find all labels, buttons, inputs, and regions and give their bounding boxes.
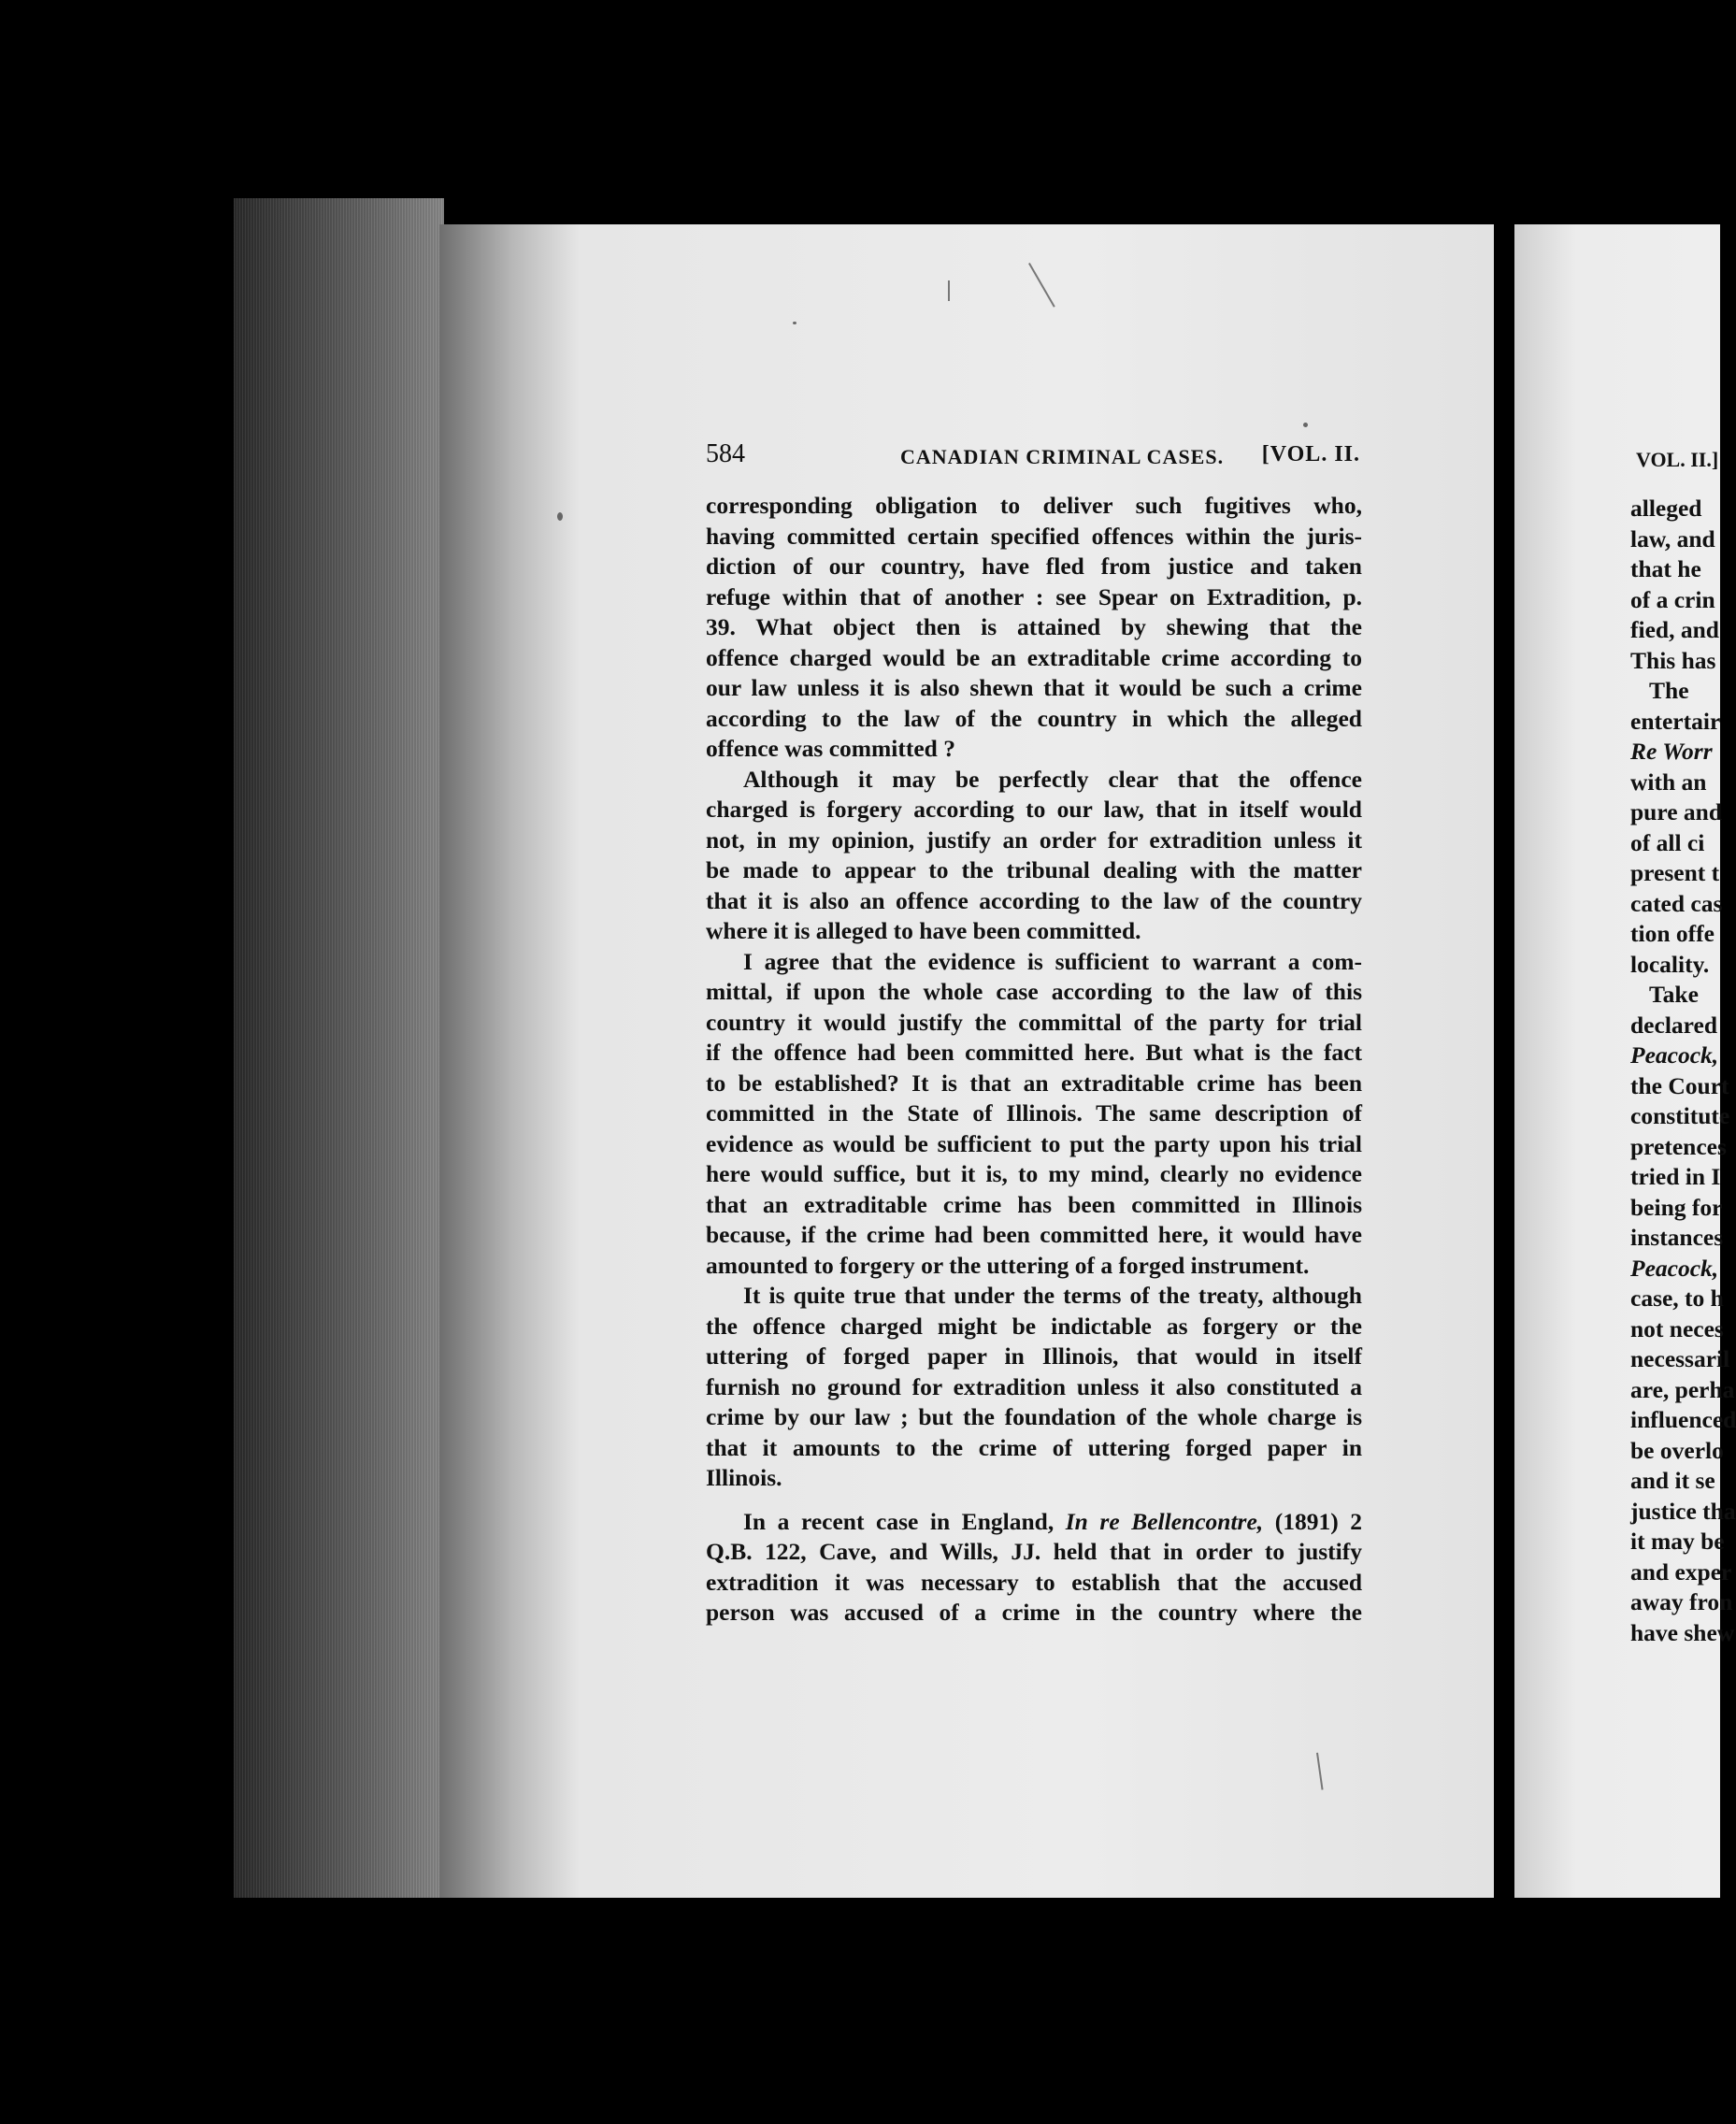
text-line: I agree that the evidence is sufficient to warrant a com- xyxy=(743,947,1362,975)
text-line: the offence charged might be indictable as forgery or the xyxy=(706,1312,1362,1340)
running-head xyxy=(706,439,1360,473)
text-line: country it would justify the committal of the party for trial xyxy=(706,1008,1362,1036)
dust-speck xyxy=(557,512,563,521)
right-text-line: and exper xyxy=(1630,1557,1732,1586)
paragraph-gap xyxy=(706,1494,1362,1507)
text-line: be made to appear to the tribunal dealing with the matter xyxy=(706,856,1362,883)
right-text-line: necessaril xyxy=(1630,1345,1730,1372)
text-line: offence charged would be an extraditable crime according to xyxy=(706,643,1362,671)
text-line: not, in my opinion, justify an order for extradition unless it xyxy=(706,825,1362,854)
text-line: evidence as would be sufficient to put the party upon his trial xyxy=(706,1129,1362,1157)
right-text-line: pure and xyxy=(1630,798,1723,825)
right-text-line: Peacock, xyxy=(1630,1041,1719,1069)
right-text-line: tion offe xyxy=(1630,920,1714,947)
book-page-edges xyxy=(234,198,444,1898)
right-text-line: case, to h xyxy=(1630,1284,1724,1312)
text-line: crime by our law ; but the foundation of the whole charge is xyxy=(706,1403,1362,1430)
right-text-line: be overlo xyxy=(1630,1436,1724,1464)
right-text-line: away fron xyxy=(1630,1588,1733,1615)
dust-speck xyxy=(793,322,796,324)
text-line: committed in the State of Illinois. The same description of xyxy=(706,1099,1362,1127)
right-text-line: declared xyxy=(1630,1011,1718,1039)
right-text-line: alleged xyxy=(1630,495,1702,522)
right-text-line: it may be xyxy=(1630,1528,1725,1555)
right-text-line: present t xyxy=(1630,859,1720,886)
text-line: according to the law of the country in which the alleged xyxy=(706,704,1362,732)
text-line: if the offence had been committed here. But what is the fact xyxy=(706,1039,1362,1066)
right-text-line: have shew xyxy=(1630,1618,1735,1646)
case-name: In re Bellencontre, xyxy=(1065,1507,1264,1535)
running-title: CANADIAN CRIMINAL CASES. xyxy=(900,445,1225,468)
right-text-line: law, and xyxy=(1630,524,1715,553)
text-line: extradition it was necessary to establish that the accused xyxy=(706,1568,1362,1596)
volume-label: [VOL. II. xyxy=(1261,442,1360,466)
text-line: mittal, if upon the whole case according to the law of this xyxy=(706,978,1362,1005)
text-line: corresponding obligation to deliver such fugitives who, xyxy=(706,492,1362,519)
right-text-line: justice tha xyxy=(1630,1497,1736,1525)
text-line: that it amounts to the crime of uttering forged paper in xyxy=(706,1433,1362,1461)
right-text-line: This has xyxy=(1630,646,1716,674)
text-line: here would suffice, but it is, to my mind, clearly no evidence xyxy=(706,1160,1362,1187)
right-text-line: being for xyxy=(1630,1193,1723,1221)
right-text-line: constitute xyxy=(1630,1102,1730,1129)
page-number: 584 xyxy=(706,439,745,468)
right-text-line: of a crin xyxy=(1630,585,1715,613)
dust-speck xyxy=(1303,423,1308,427)
text-run: (1891) 2 xyxy=(1263,1507,1362,1535)
right-text-line: are, perha xyxy=(1630,1375,1735,1403)
text-line: Illinois. xyxy=(706,1464,782,1491)
right-text-line: the Court xyxy=(1630,1071,1729,1099)
text-line: person was accused of a crime in the country where the xyxy=(706,1599,1362,1626)
text-line: our law unless it is also shewn that it would be such a crime xyxy=(706,674,1362,701)
text-line: refuge within that of another : see Spear on Extradition, p. xyxy=(706,582,1362,610)
right-text-line: and it se xyxy=(1630,1467,1715,1494)
right-text-line: instances xyxy=(1630,1224,1724,1251)
right-text-line: fied, and xyxy=(1630,616,1719,643)
book-gutter xyxy=(1494,224,1514,1898)
right-text-line: influenced xyxy=(1630,1406,1736,1433)
text-run: In a recent case in England, xyxy=(743,1507,1066,1535)
right-text-line: of all ci xyxy=(1630,828,1705,856)
right-text-line: locality. xyxy=(1630,950,1710,978)
right-text-line: Peacock, xyxy=(1630,1254,1719,1282)
text-line: furnish no ground for extradition unless it also constituted a xyxy=(706,1372,1362,1400)
text-line: having committed certain specified offences within the juris- xyxy=(706,522,1362,550)
text-line: where it is alleged to have been committed. xyxy=(706,917,1141,944)
text-line: that it is also an offence according to the law of the country xyxy=(706,886,1362,914)
right-text-line: not neces xyxy=(1630,1314,1724,1342)
text-line: diction of our country, have fled from justice and taken xyxy=(706,553,1362,580)
right-text-line: The xyxy=(1649,677,1689,704)
text-line: Although it may be perfectly clear that the offence xyxy=(743,765,1362,793)
text-line: Q.B. 122, Cave, and Wills, JJ. held that in order to justify xyxy=(706,1538,1362,1565)
right-text-line: entertair xyxy=(1630,707,1721,735)
right-running-head: VOL. II.] xyxy=(1636,448,1719,471)
right-text-line: tried in I xyxy=(1630,1163,1721,1190)
text-line: uttering of forged paper in Illinois, that would in itself xyxy=(706,1342,1362,1370)
text-line: offence was committed ? xyxy=(706,735,955,762)
text-line: It is quite true that under the terms of the treaty, although xyxy=(743,1282,1362,1309)
right-text-line: Take xyxy=(1649,981,1699,1008)
right-text-line: with an xyxy=(1630,768,1707,796)
text-line: that an extraditable crime has been committed in Illinois xyxy=(706,1190,1362,1218)
text-line: amounted to forgery or the uttering of a forged instrument. xyxy=(706,1251,1310,1279)
body-text xyxy=(706,491,1362,1629)
scratch-mark xyxy=(948,280,950,301)
right-text-line: cated cas xyxy=(1630,889,1723,917)
right-text-line: pretences xyxy=(1630,1132,1727,1160)
text-line xyxy=(706,1507,1362,1538)
text-line: because, if the crime had been committed here, it would have xyxy=(706,1221,1362,1248)
text-line: charged is forgery according to our law, that in itself would xyxy=(706,796,1362,823)
right-text-line: that he xyxy=(1630,555,1701,582)
right-text-line: Re Worr xyxy=(1630,738,1713,765)
right-page-text xyxy=(1630,494,1736,1648)
text-line: to be established? It is that an extraditable crime has been xyxy=(706,1069,1362,1097)
text-line: 39. What object then is attained by shewing that the xyxy=(706,613,1362,640)
